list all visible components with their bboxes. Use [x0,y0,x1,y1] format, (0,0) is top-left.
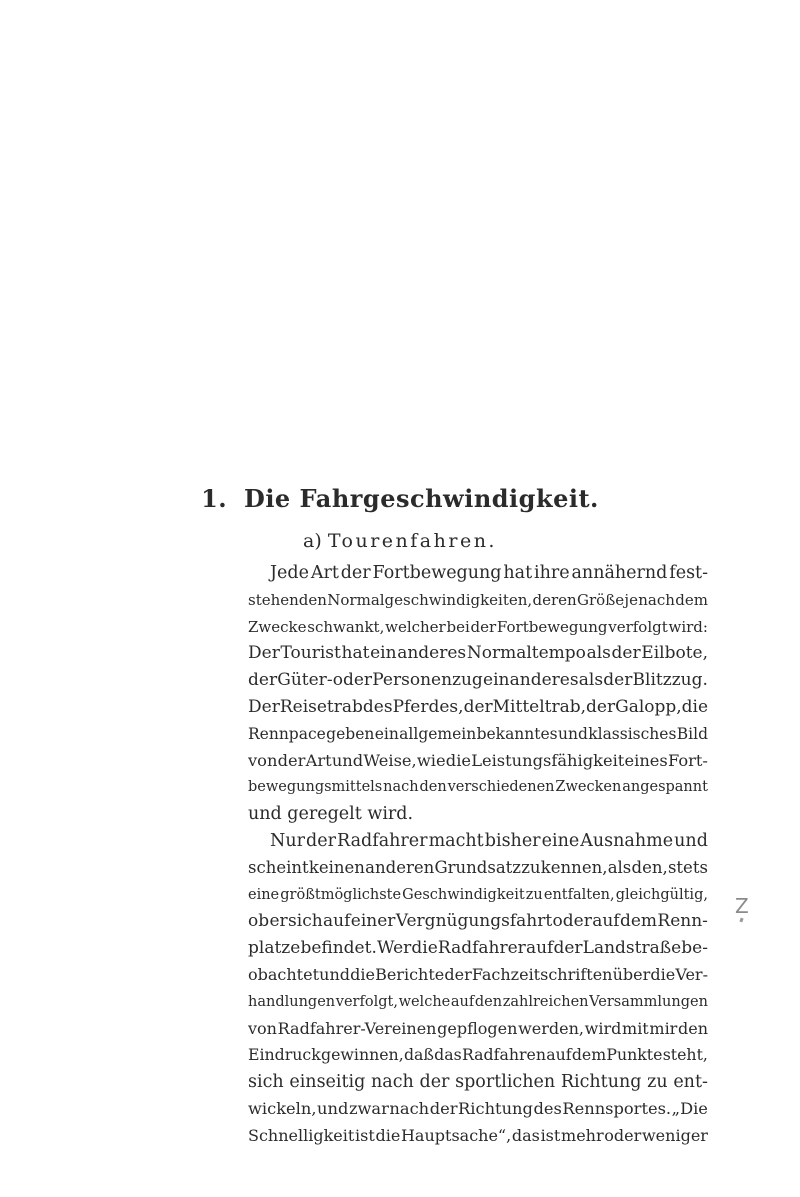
word: ihre [534,563,570,583]
word: Der [248,643,280,664]
word: und [317,1098,349,1118]
word: schwankt, [307,617,385,636]
word: sportlichen [455,1072,556,1093]
word: steht, [662,1045,708,1065]
word: den [474,993,503,1010]
word: auf [450,993,475,1010]
text-line [248,774,708,801]
word: Leistungsfähigkeit [471,750,625,770]
word: der [463,696,493,717]
text-line [248,935,708,962]
word: eine [248,886,280,903]
word: der [248,670,278,691]
word: Wer [376,938,412,959]
word: über [612,964,651,984]
word: fest- [669,563,708,583]
word: Rennsportes. [562,1098,672,1118]
word: der [611,643,641,664]
text-line [248,1069,708,1096]
word: Zwecken [555,779,622,796]
word: Personenzug [372,670,483,691]
word: Eindruck [248,1045,321,1065]
word: Landstraße [582,938,682,959]
word: weniger [641,1125,708,1145]
word: geben [326,724,375,743]
word: wird [584,1018,622,1038]
word: anderen [365,857,435,877]
section-title: Tourenfahren. [327,530,497,552]
word: die [375,1125,401,1145]
word: wird: [668,617,708,636]
word: kennen, [540,857,608,877]
word: bisher [484,830,541,851]
word: den [677,1018,708,1038]
word: zahlreichen [502,993,589,1010]
word: den [419,779,447,796]
text-line: und geregelt wird. [248,804,414,825]
word: ein [483,670,510,691]
word: als [578,670,604,691]
word: die [411,938,438,959]
text-line [248,1123,708,1150]
word: die [350,964,375,984]
word: Pferdes, [392,696,464,717]
text-line [248,560,708,587]
word: der [277,750,306,770]
word: macht [428,830,484,851]
word: Radfahrer [437,938,526,959]
text-line [248,667,708,694]
word: Vergnügungsfahrt [395,911,553,932]
word: Tourist [280,643,341,664]
word: platze [248,938,301,959]
word: Blitzzug. [632,670,708,691]
word: anderes [509,670,579,691]
word: „Die [671,1098,708,1118]
word: welcher [385,617,446,636]
word: wie [416,750,446,770]
word: Ausnahme [580,830,674,851]
word: anderes [397,643,467,664]
word: das [434,1045,462,1065]
word: mir [649,1018,678,1038]
word: Hauptsache“, [400,1125,512,1145]
word: der [306,830,336,851]
word: entfalten, [543,886,615,903]
word: ein [374,724,399,743]
word: dem [619,911,658,932]
word: die [650,964,676,984]
text-line [248,855,708,882]
text-line [248,828,708,855]
word: von [248,1018,277,1038]
section-letter: a) [303,530,322,552]
text-line [248,1016,708,1043]
word: je [624,590,638,609]
word: der [444,964,472,984]
text-line [248,989,708,1016]
word: Richtung [560,1072,642,1093]
word: hat [503,563,533,583]
word: handlungen [248,993,336,1010]
word: scheint [248,857,309,877]
word: wickeln, [248,1098,317,1118]
word: Zwecke [248,617,307,636]
word: Punkte [606,1045,663,1065]
word: Eilbote, [641,643,708,664]
word: sich [248,1072,284,1093]
word: der [553,938,583,959]
word: hat [341,643,370,664]
word: Bild [676,724,708,743]
text-line [248,748,708,775]
word: Fort- [667,750,708,770]
word: nach [389,1098,430,1118]
word: und [331,750,364,770]
word: ist [540,1125,561,1145]
word: obachtet [248,964,320,984]
word: nach [638,590,675,609]
word: des [362,696,393,717]
word: einseitig [289,1072,366,1093]
word: zu [647,1072,668,1093]
word: Radfahrer-Vereinen [277,1018,437,1038]
word: Ver- [675,964,708,984]
word: der [603,670,633,691]
word: be- [681,938,708,959]
word: befindet. [300,938,377,959]
word: auf [323,911,351,932]
word: Der [248,696,280,717]
text-line [248,640,708,667]
word: Mitteltrab, [492,696,587,717]
word: des [533,1098,562,1118]
margin-tick-mark [739,918,743,923]
word: Schnelligkeit [248,1125,355,1145]
word: stehenden [248,590,327,609]
word: Geschwindigkeit [402,886,525,903]
word: allgemein [399,724,477,743]
word: gewinnen, [321,1045,404,1065]
word: Berichte [375,964,445,984]
word: Güter- [277,670,333,691]
word: das [511,1125,540,1145]
word: oder [332,670,373,691]
word: von [248,750,278,770]
word: und [557,724,588,743]
word: bewegungsmittels [248,779,383,796]
text-line [248,908,708,935]
word: ist [355,1125,375,1145]
word: der [419,1072,450,1093]
word: nach [383,779,419,796]
word: bekanntes [476,724,558,743]
word: verschiedenen [447,779,555,796]
word: ent- [673,1072,708,1093]
word: Richtung [458,1098,533,1118]
word: zu [525,886,543,903]
word: den, [631,857,668,877]
word: gepflogen [437,1018,518,1038]
word: Rennpace [248,724,326,743]
word: ob [248,911,270,932]
word: der [340,563,371,583]
word: zwar [348,1098,389,1118]
word: auf [525,938,554,959]
word: einer [350,911,396,932]
word: der [586,696,616,717]
margin-annotation: Z [735,894,749,918]
word: Fachzeitschriften [471,964,613,984]
word: Jede [270,563,309,583]
word: dem [571,1045,607,1065]
chapter-heading [0,484,800,513]
word: Art [310,563,339,583]
word: annähernd [571,563,668,583]
word: Fortbewegung [496,617,608,636]
word: die [445,750,472,770]
word: Reisetrab [279,696,363,717]
word: verfolgt [608,617,668,636]
word: die [681,696,708,717]
word: als [607,857,632,877]
word: auf [592,911,620,932]
word: dem [675,590,708,609]
word: der [429,1098,458,1118]
word: bei [446,617,470,636]
word: sich [288,911,323,932]
word: stets [667,857,708,877]
word: gleichgültig, [615,886,708,903]
text-line [248,1042,708,1069]
word: Normalgeschwindigkeiten, [327,590,533,609]
body-text [248,560,708,1150]
word: deren [532,590,577,609]
word: Renn- [657,911,708,932]
word: klassisches [588,724,677,743]
word: Grundsatz [434,857,521,877]
word: Versammlungen [589,993,708,1010]
word: welche [398,993,451,1010]
text-line [248,614,708,641]
text-line [248,962,708,989]
text-line [248,694,708,721]
text-line [248,1096,708,1123]
word: eines [624,750,668,770]
word: eine [541,830,580,851]
word: mit [622,1018,649,1038]
word: der [470,617,497,636]
section-heading [0,532,800,551]
chapter-number: 1. [201,484,228,513]
word: Galopp, [615,696,682,717]
word: Größe [577,590,625,609]
word: Fortbewegung [372,563,502,583]
chapter-title: Die Fahrgeschwindigkeit. [244,484,599,513]
word: auf [546,1045,572,1065]
word: daß [403,1045,434,1065]
word: Radfahrer [337,830,428,851]
word: oder [604,1125,642,1145]
word: keinen [308,857,365,877]
word: als [586,643,611,664]
word: Weise, [363,750,417,770]
text-line [248,721,708,748]
word: ein [370,643,397,664]
word: Radfahren [461,1045,546,1065]
word: und [674,830,708,851]
text-line [248,587,708,614]
word: Normaltempo [466,643,586,664]
word: Nur [270,830,305,851]
word: verfolgt, [335,993,398,1010]
word: angespannt [622,779,708,796]
word: Art [305,750,332,770]
word: mehr [561,1125,604,1145]
word: zu [521,857,541,877]
text-line [248,882,708,909]
word: größtmöglichste [280,886,402,903]
word: er [269,911,288,932]
word: nach [371,1072,414,1093]
word: oder [552,911,592,932]
word: und [319,964,350,984]
word: werden, [518,1018,584,1038]
